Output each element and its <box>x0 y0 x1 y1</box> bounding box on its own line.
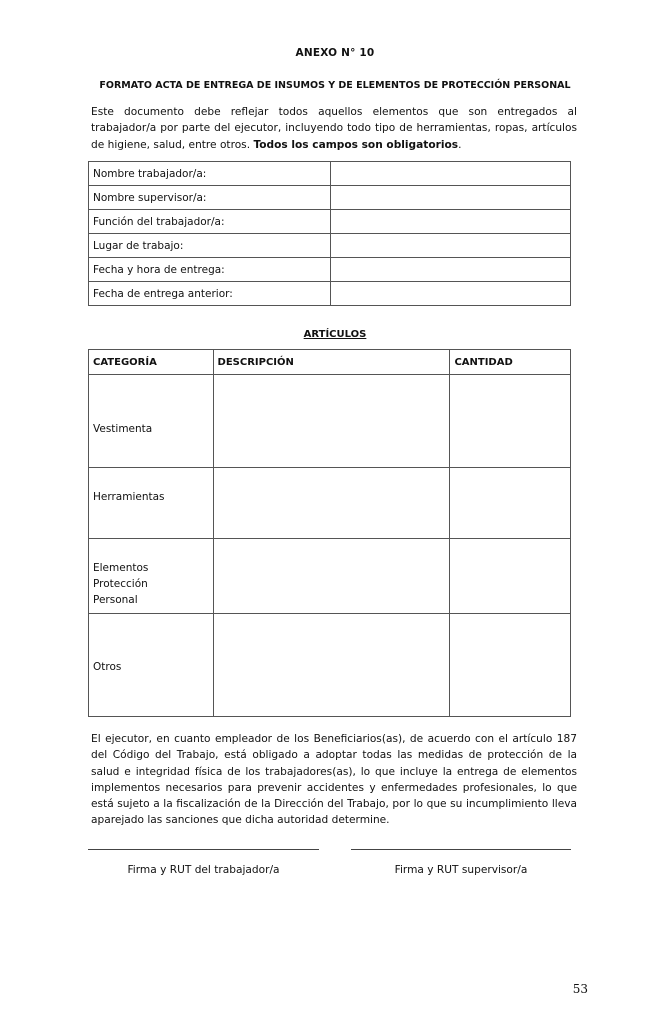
table-row <box>89 468 571 539</box>
table-row <box>89 186 571 210</box>
quantity-cell[interactable] <box>450 375 571 468</box>
category-label: Elementos Protección Personal <box>93 562 149 606</box>
field-label: Nombre supervisor/a: <box>89 186 331 210</box>
table-row <box>89 162 571 186</box>
quantity-cell[interactable] <box>450 468 571 539</box>
category-cell <box>89 539 214 614</box>
table-header-row <box>89 350 571 375</box>
table-row <box>89 234 571 258</box>
articles-table <box>88 349 571 717</box>
description-cell[interactable] <box>213 375 450 468</box>
table-row <box>89 375 571 468</box>
field-label: Nombre trabajador/a: <box>89 162 331 186</box>
description-cell[interactable] <box>213 539 450 614</box>
field-label: Fecha de entrega anterior: <box>89 282 331 306</box>
column-header-description: DESCRIPCIÓN <box>213 350 450 375</box>
intro-end: . <box>458 138 462 151</box>
description-cell[interactable] <box>213 614 450 717</box>
table-row <box>89 282 571 306</box>
legal-paragraph: El ejecutor, en cuanto empleador de los Beneficiarios(as), de acuerdo con el artículo 187 del Código del Trabajo, está obligado a adoptar todas las medidas de protección de la salud e integridad física de los trabajadores(as), lo que incluye la entrega de elementos implementos necesarios para prevenir accidentes y enfermedades profesionales, lo que está sujeto a la fiscalización de la Dirección del Trabajo, por lo que su incumplimiento lleva aparejado las sanciones que dicha autoridad determine. <box>91 733 577 827</box>
table-row <box>89 614 571 717</box>
column-header-quantity: CANTIDAD <box>450 350 571 375</box>
field-value[interactable] <box>331 258 571 282</box>
quantity-cell[interactable] <box>450 614 571 717</box>
description-cell[interactable] <box>213 468 450 539</box>
supervisor-signature-label: Firma y RUT supervisor/a <box>394 864 528 876</box>
page-number: 53 <box>572 982 588 996</box>
field-label: Función del trabajador/a: <box>89 210 331 234</box>
supervisor-signature-line <box>351 849 571 850</box>
field-value[interactable] <box>331 162 571 186</box>
intro-paragraph <box>91 104 577 153</box>
field-label: Fecha y hora de entrega: <box>89 258 331 282</box>
articles-heading: ARTÍCULOS <box>303 329 367 340</box>
field-value[interactable] <box>331 234 571 258</box>
quantity-cell[interactable] <box>450 539 571 614</box>
column-header-category: CATEGORÍA <box>89 350 214 375</box>
info-table <box>88 161 571 306</box>
intro-bold-text: Todos los campos son obligatorios <box>253 138 459 151</box>
field-value[interactable] <box>331 186 571 210</box>
form-title: FORMATO ACTA DE ENTREGA DE INSUMOS Y DE ELEMENTOS DE PROTECCIÓN PERSONAL <box>99 80 571 91</box>
intro-text: Este documento debe reflejar todos aquellos elementos que son entregados al trabajador/a por parte del ejecutor, incluyendo todo tipo de herramientas, ropas, artículos de higiene, salud, entre otros. <box>91 106 577 151</box>
category-label: Vestimenta <box>93 423 153 435</box>
category-label: Herramientas <box>93 491 165 503</box>
table-row <box>89 210 571 234</box>
field-label: Lugar de trabajo: <box>89 234 331 258</box>
category-cell <box>89 375 214 468</box>
field-value[interactable] <box>331 210 571 234</box>
worker-signature-label: Firma y RUT del trabajador/a <box>127 864 280 876</box>
field-value[interactable] <box>331 282 571 306</box>
table-row <box>89 539 571 614</box>
category-cell <box>89 468 214 539</box>
worker-signature-line <box>88 849 319 850</box>
table-row <box>89 258 571 282</box>
annex-title: ANEXO N° 10 <box>295 47 375 59</box>
category-label: Otros <box>93 661 122 673</box>
category-cell <box>89 614 214 717</box>
